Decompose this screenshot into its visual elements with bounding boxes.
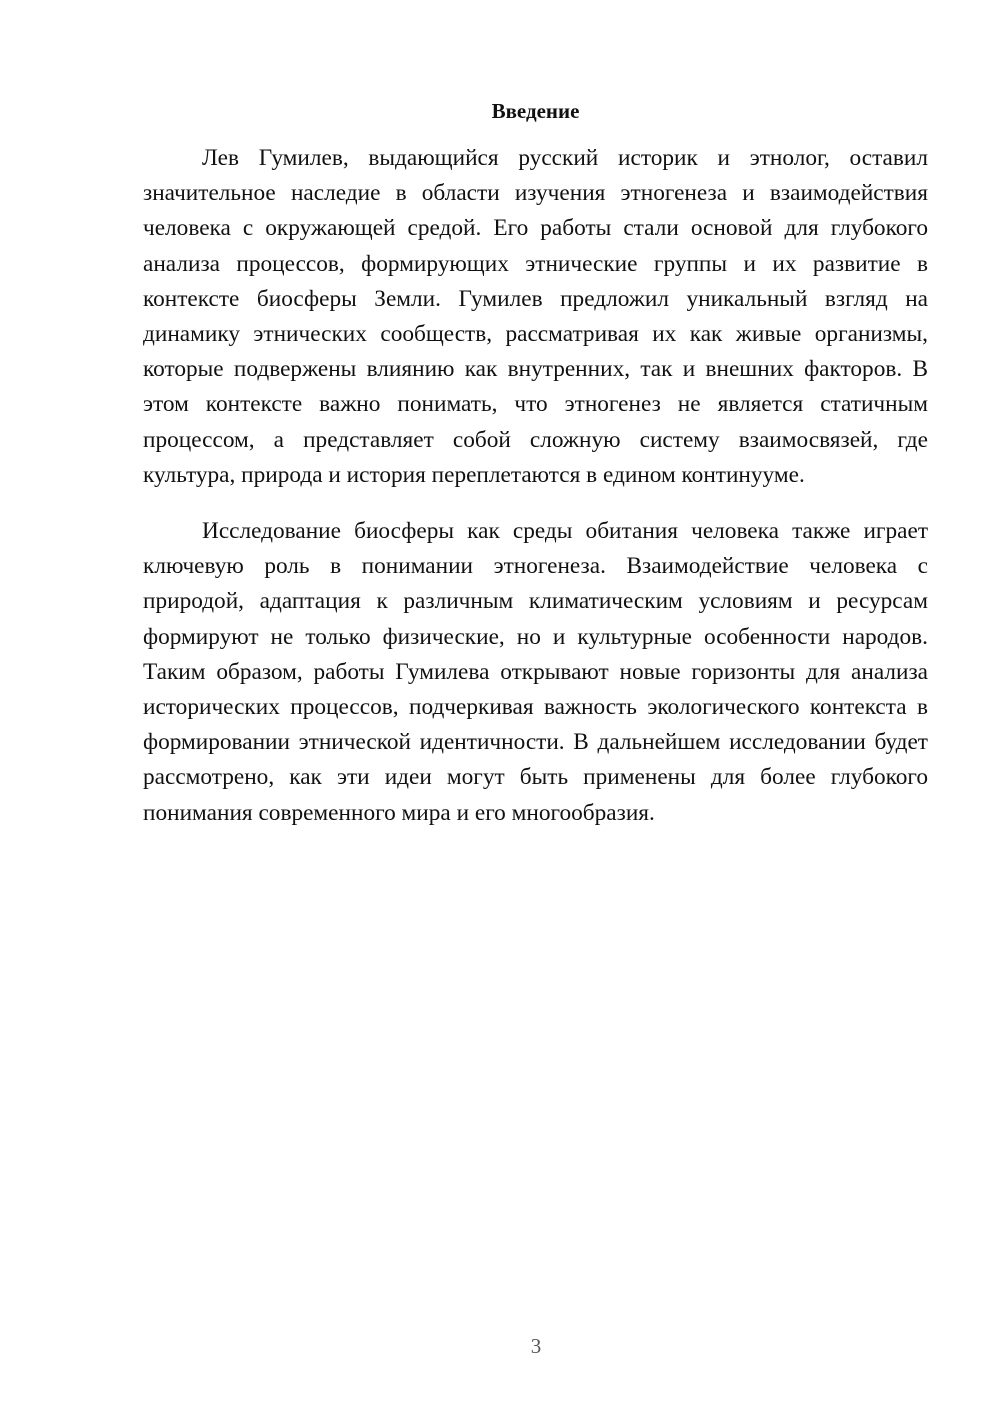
section-title: Введение [491,99,580,123]
page-number: 3 [530,1334,542,1358]
paragraph-1: Лев Гумилев, выдающийся русский историк и этнолог, оставил значительное наследие в области изучения этногенеза и взаимодействия человека с окружающей средой. Его работы стали основой для глубокого анализа процессов, формирующих этнические группы и их развитие в контексте биосферы Земли. Гумилев предложил уникальный взгляд на динамику этнических сообществ, рассматривая их как живые организмы, которые подвержены влиянию как внутренних, так и внешних факторов. В этом контексте важно понимать, что этногенез не является статичным процессом, а представляет собой сложную систему взаимосвязей, где культура, природа и история переплетаются в едином континууме. [143,145,928,488]
paragraph-2: Исследование биосферы как среды обитания человека также играет ключевую роль в понимании этногенеза. Взаимодействие человека с природой, адаптация к различным климатическим условиям и ресурсам формируют не только физические, но и культурные особенности народов. Таким образом, работы Гумилева открывают новые горизонты для анализа исторических процессов, подчеркивая важность экологического контекста в формировании этнической идентичности. В дальнейшем исследовании будет рассмотрено, как эти идеи могут быть применены для более глубокого понимания современного мира и его многообразия. [143,518,928,826]
